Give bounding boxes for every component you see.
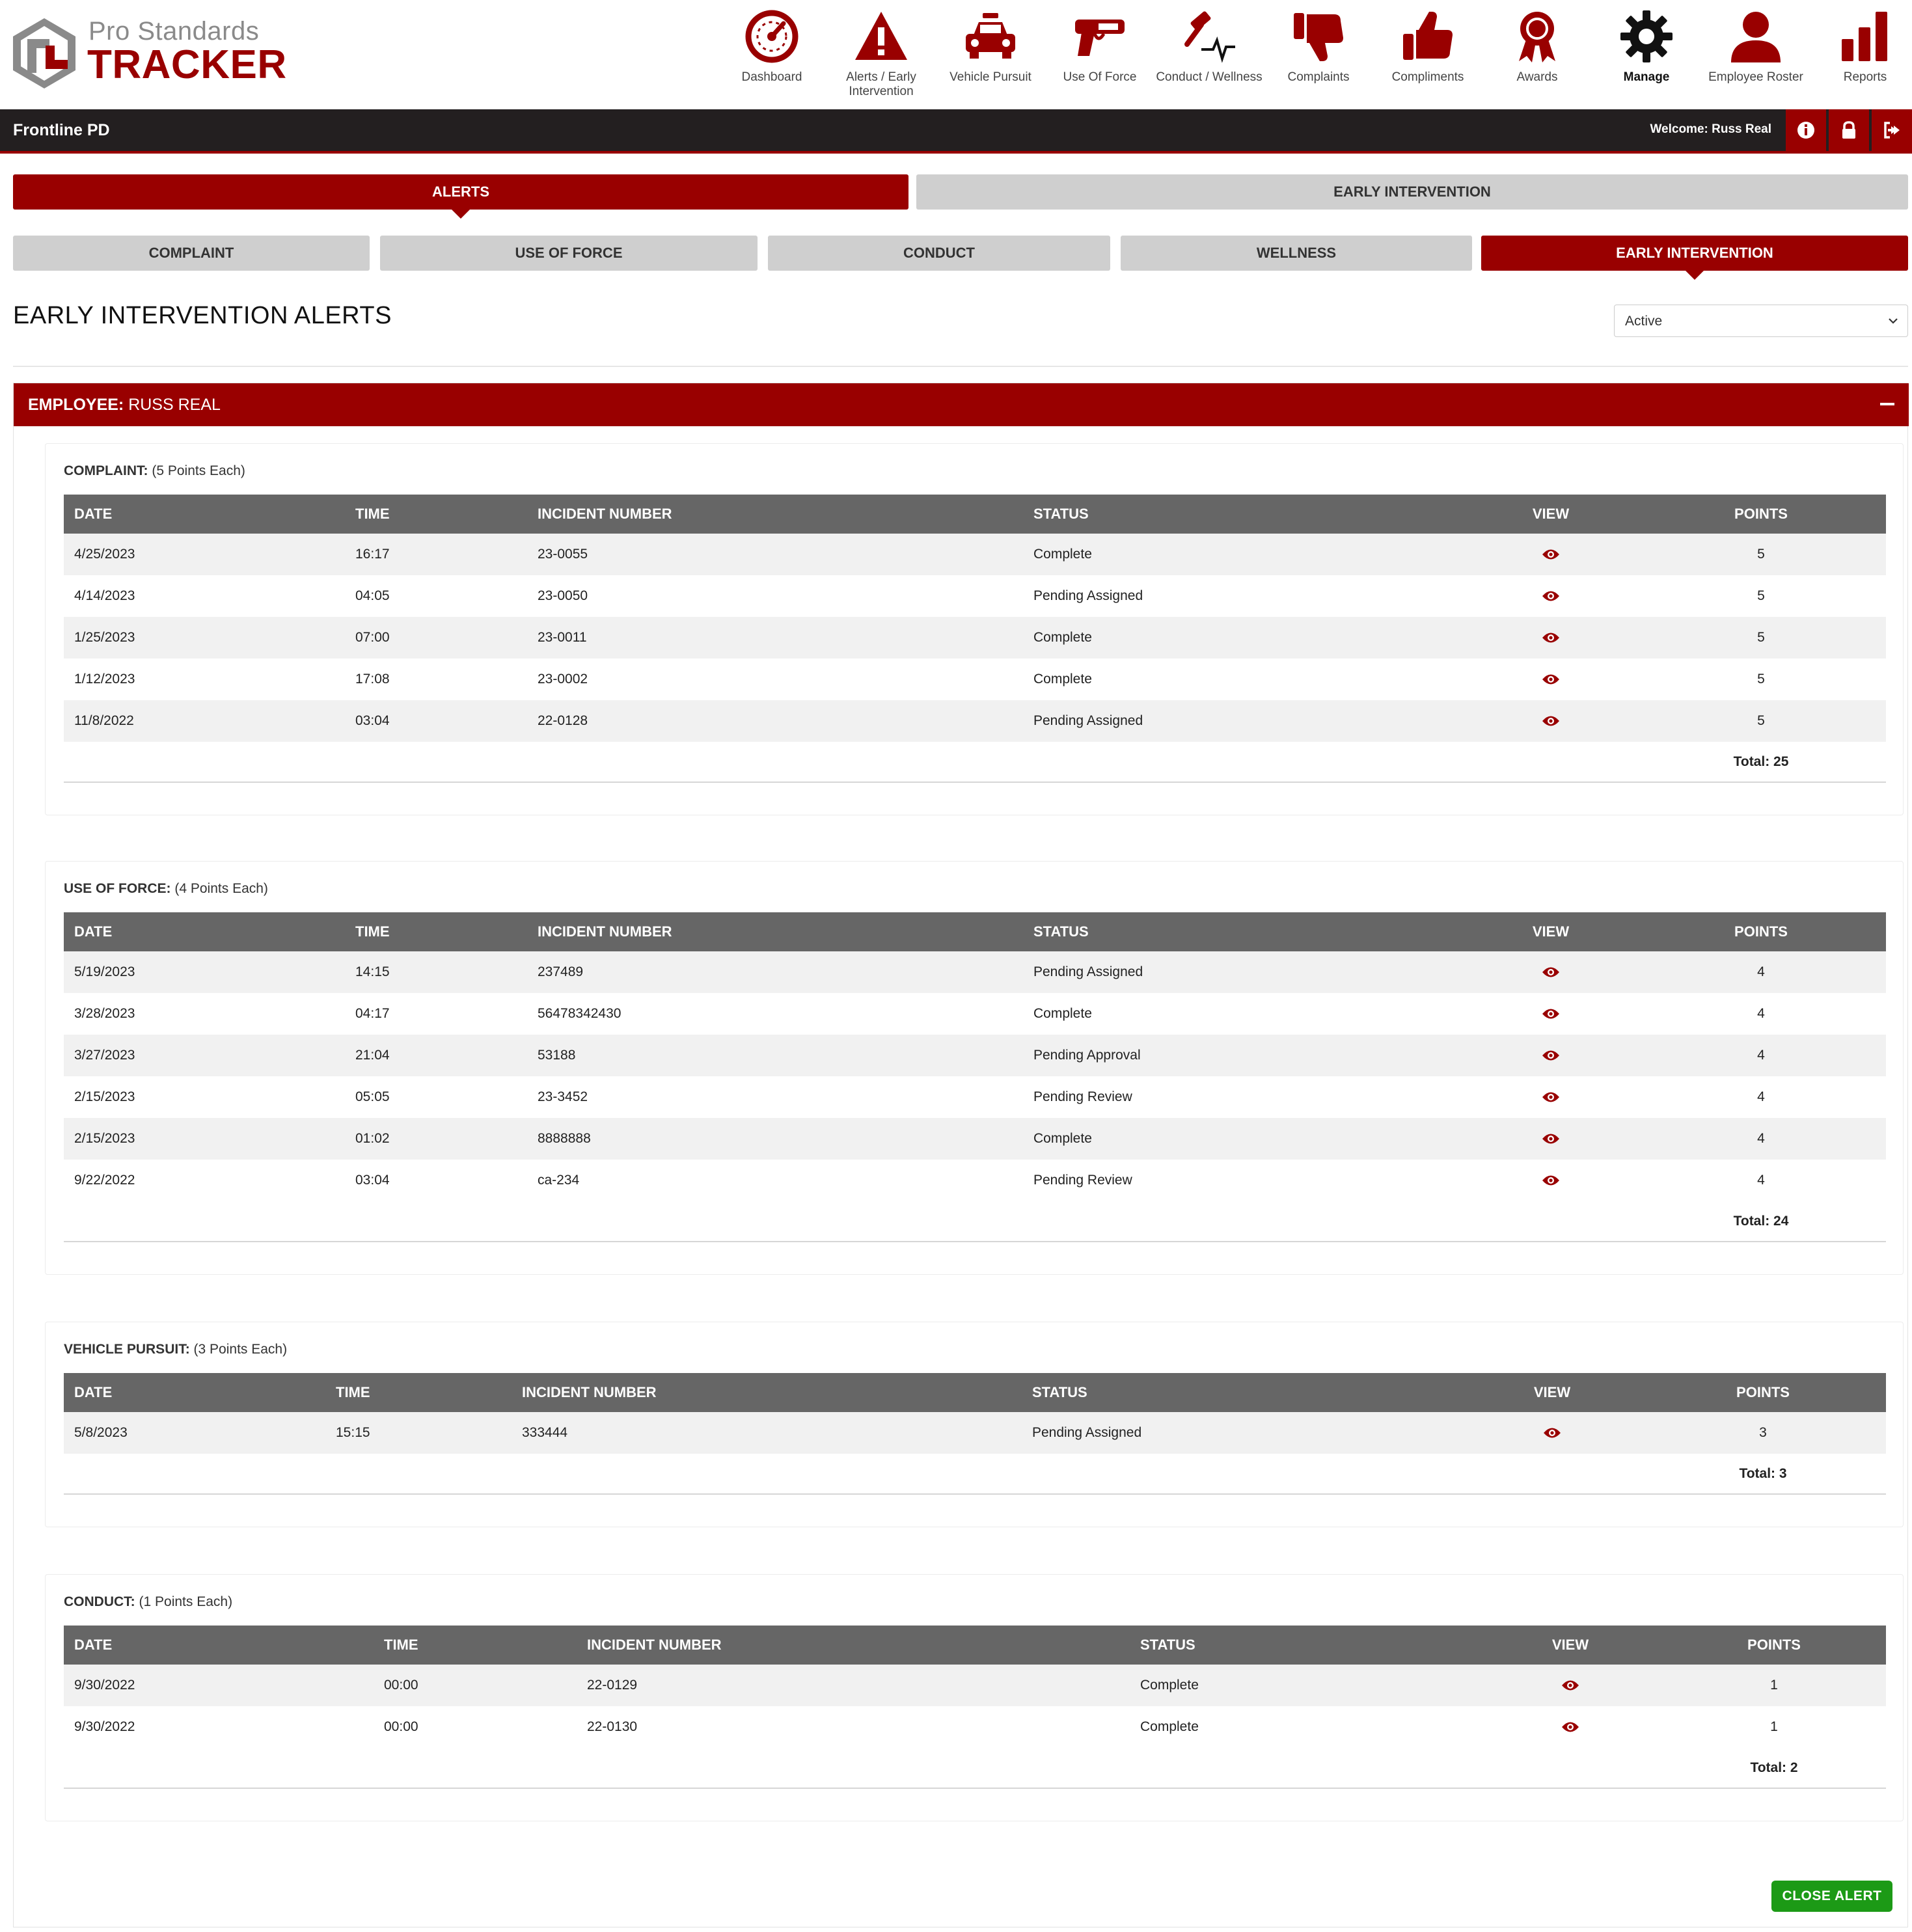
dashboard-gauge-icon — [744, 9, 799, 64]
section-title — [64, 881, 268, 897]
tab-early-intervention[interactable] — [916, 174, 1908, 210]
cell-time: 00:00 — [374, 1665, 577, 1706]
view-eye-icon[interactable] — [1542, 713, 1560, 728]
cell-time: 05:05 — [345, 1076, 527, 1118]
cell-status: Pending Assigned — [1022, 1412, 1464, 1454]
logo-title: TRACKER — [87, 42, 287, 87]
view-eye-icon[interactable] — [1542, 1006, 1560, 1021]
cell-date: 5/19/2023 — [64, 951, 345, 993]
employee-panel-header[interactable] — [14, 383, 1909, 426]
total-row — [64, 1454, 1886, 1494]
cell-incident-number: 23-0011 — [527, 617, 1023, 659]
nav-label: Vehicle Pursuit — [949, 70, 1031, 84]
cell-view — [1464, 1412, 1640, 1454]
info-icon — [1796, 120, 1816, 140]
cell-view — [1479, 1665, 1662, 1706]
cell-incident-number: 23-3452 — [527, 1076, 1023, 1118]
thumbs-down-icon — [1291, 9, 1346, 64]
active-tab-caret — [452, 210, 470, 219]
cell-incident-number: 23-0002 — [527, 659, 1023, 700]
tab-label: CONDUCT — [903, 245, 975, 261]
tab-label: WELLNESS — [1256, 245, 1337, 261]
total-row — [64, 1201, 1886, 1242]
cell-points: 1 — [1662, 1665, 1886, 1706]
col-time: TIME — [325, 1373, 512, 1412]
section-total: Total: 2 — [1662, 1748, 1886, 1788]
total-row — [64, 1748, 1886, 1788]
table-row — [64, 1118, 1886, 1160]
cell-view — [1466, 993, 1636, 1035]
nav-use-of-force[interactable] — [1045, 0, 1154, 109]
col-date: DATE — [64, 912, 345, 951]
cell-status: Pending Assigned — [1023, 575, 1466, 617]
table-body — [64, 1665, 1886, 1748]
logout-icon — [1882, 120, 1902, 140]
table-row — [64, 1076, 1886, 1118]
cell-points: 4 — [1636, 1118, 1886, 1160]
cell-points: 4 — [1636, 1160, 1886, 1201]
logo-mark-icon — [12, 17, 77, 90]
collapse-minus-icon[interactable] — [1880, 403, 1894, 405]
cell-status: Complete — [1130, 1665, 1479, 1706]
section-points-note: (4 Points Each) — [174, 881, 268, 896]
agency-name: Frontline PD — [13, 121, 110, 139]
table-row — [64, 951, 1886, 993]
section-title-label: USE OF FORCE: — [64, 881, 171, 896]
logo-subtitle: Pro Standards — [89, 17, 260, 46]
divider — [13, 366, 1908, 367]
col-time: TIME — [345, 495, 527, 534]
section-total: Total: 24 — [1636, 1201, 1886, 1242]
section-title — [64, 1342, 287, 1357]
top-header — [0, 0, 1912, 109]
cell-incident-number: 53188 — [527, 1035, 1023, 1076]
table-row — [64, 575, 1886, 617]
cell-date: 9/30/2022 — [64, 1665, 374, 1706]
cell-time: 16:17 — [345, 534, 527, 575]
nav-conduct-wellness[interactable] — [1154, 0, 1264, 109]
nav-manage[interactable] — [1592, 0, 1701, 109]
view-eye-icon[interactable] — [1542, 672, 1560, 687]
cell-time: 01:02 — [345, 1118, 527, 1160]
col-incident-number: INCIDENT NUMBER — [527, 912, 1023, 951]
view-eye-icon[interactable] — [1542, 1173, 1560, 1188]
col-date: DATE — [64, 1626, 374, 1665]
cell-points: 5 — [1636, 575, 1886, 617]
col-status: STATUS — [1130, 1626, 1479, 1665]
cell-incident-number: 22-0129 — [577, 1665, 1130, 1706]
table-header-row — [64, 912, 1886, 951]
cell-points: 3 — [1640, 1412, 1886, 1454]
cell-view — [1466, 534, 1636, 575]
cell-date: 5/8/2023 — [64, 1412, 325, 1454]
police-car-icon — [963, 9, 1018, 64]
section-total: Total: 25 — [1636, 742, 1886, 782]
table-row — [64, 1412, 1886, 1454]
use-of-force-section — [45, 861, 1904, 1275]
status-filter-select[interactable] — [1614, 305, 1908, 337]
cell-points: 5 — [1636, 700, 1886, 742]
use-of-force-table — [64, 912, 1886, 1242]
table-row — [64, 993, 1886, 1035]
cell-incident-number: 23-0050 — [527, 575, 1023, 617]
section-title-label: VEHICLE PURSUIT: — [64, 1342, 190, 1357]
info-button[interactable] — [1784, 109, 1826, 151]
table-row — [64, 534, 1886, 575]
nav-awards[interactable] — [1482, 0, 1592, 109]
table-row — [64, 1035, 1886, 1076]
nav-label: Alerts / Early Intervention — [846, 70, 916, 98]
view-eye-icon[interactable] — [1542, 1048, 1560, 1063]
col-points: POINTS — [1636, 912, 1886, 951]
conduct-table — [64, 1626, 1886, 1789]
subtab-wellness[interactable] — [1121, 236, 1472, 271]
table-body — [64, 534, 1886, 742]
nav-label: Use Of Force — [1063, 70, 1137, 84]
col-points: POINTS — [1636, 495, 1886, 534]
vehicle-pursuit-table — [64, 1373, 1886, 1495]
cell-date: 2/15/2023 — [64, 1076, 345, 1118]
cell-date: 4/25/2023 — [64, 534, 345, 575]
cell-status: Pending Assigned — [1023, 700, 1466, 742]
table-header-row — [64, 1373, 1886, 1412]
cell-status: Complete — [1023, 659, 1466, 700]
cell-status: Complete — [1023, 993, 1466, 1035]
cell-view — [1466, 1118, 1636, 1160]
cell-time: 00:00 — [374, 1706, 577, 1748]
logout-button[interactable] — [1870, 109, 1912, 151]
cell-time: 07:00 — [345, 617, 527, 659]
cell-points: 1 — [1662, 1706, 1886, 1748]
cell-status: Pending Review — [1023, 1076, 1466, 1118]
cell-view — [1466, 1160, 1636, 1201]
nav-employee-roster[interactable] — [1701, 0, 1810, 109]
nav-alerts[interactable] — [826, 0, 936, 109]
warning-triangle-icon — [854, 9, 908, 64]
table-row — [64, 617, 1886, 659]
cell-status: Complete — [1023, 534, 1466, 575]
complaint-section — [45, 443, 1904, 815]
nav-dashboard[interactable] — [717, 0, 826, 109]
cell-incident-number: 333444 — [512, 1412, 1022, 1454]
nav-vehicle-pursuit[interactable] — [936, 0, 1045, 109]
view-eye-icon[interactable] — [1542, 1089, 1560, 1104]
tab-label: USE OF FORCE — [515, 245, 623, 261]
subtab-complaint[interactable] — [13, 236, 370, 271]
col-date: DATE — [64, 1373, 325, 1412]
bar-chart-icon — [1838, 9, 1892, 64]
view-eye-icon[interactable] — [1542, 1131, 1560, 1146]
table-row — [64, 1160, 1886, 1201]
col-points: POINTS — [1662, 1626, 1886, 1665]
taser-icon — [1072, 9, 1127, 64]
section-title — [64, 1594, 232, 1610]
cell-time: 04:17 — [345, 993, 527, 1035]
cell-date: 1/25/2023 — [64, 617, 345, 659]
nav-label: Reports — [1843, 70, 1887, 84]
col-time: TIME — [345, 912, 527, 951]
complaint-table — [64, 495, 1886, 783]
section-points-note: (5 Points Each) — [152, 463, 245, 478]
section-points-note: (3 Points Each) — [193, 1342, 288, 1357]
cell-status: Pending Review — [1023, 1160, 1466, 1201]
view-eye-icon[interactable] — [1542, 630, 1560, 645]
subtab-early-intervention[interactable] — [1481, 236, 1908, 271]
cell-points: 4 — [1636, 1035, 1886, 1076]
table-body — [64, 1412, 1886, 1454]
col-status: STATUS — [1023, 912, 1466, 951]
view-eye-icon[interactable] — [1542, 547, 1560, 562]
nav-reports[interactable] — [1810, 0, 1912, 109]
section-points-note: (1 Points Each) — [139, 1594, 233, 1609]
table-row — [64, 700, 1886, 742]
table-row — [64, 1665, 1886, 1706]
nav-label: Compliments — [1391, 70, 1464, 84]
cell-date: 4/14/2023 — [64, 575, 345, 617]
nav-label: Manage — [1623, 70, 1670, 84]
table-header-row — [64, 495, 1886, 534]
col-view: VIEW — [1466, 912, 1636, 951]
cell-points: 4 — [1636, 951, 1886, 993]
cell-status: Complete — [1023, 1118, 1466, 1160]
col-view: VIEW — [1479, 1626, 1662, 1665]
view-eye-icon[interactable] — [1542, 964, 1560, 979]
conduct-section — [45, 1574, 1904, 1821]
employee-panel — [13, 383, 1908, 1927]
cell-view — [1466, 659, 1636, 700]
table-body — [64, 951, 1886, 1201]
cell-points: 5 — [1636, 659, 1886, 700]
tab-label: COMPLAINT — [148, 245, 234, 261]
cell-points: 5 — [1636, 534, 1886, 575]
col-incident-number: INCIDENT NUMBER — [512, 1373, 1022, 1412]
lock-button[interactable] — [1827, 109, 1869, 151]
cell-time: 17:08 — [345, 659, 527, 700]
cell-view — [1479, 1706, 1662, 1748]
cell-date: 3/27/2023 — [64, 1035, 345, 1076]
tab-label: ALERTS — [432, 184, 489, 200]
cell-date: 11/8/2022 — [64, 700, 345, 742]
cell-date: 3/28/2023 — [64, 993, 345, 1035]
tab-alerts[interactable] — [13, 174, 908, 210]
cell-incident-number: 22-0128 — [527, 700, 1023, 742]
total-row — [64, 742, 1886, 782]
employee-label: EMPLOYEE: — [28, 396, 124, 414]
cell-time: 21:04 — [345, 1035, 527, 1076]
cell-time: 15:15 — [325, 1412, 512, 1454]
cell-view — [1466, 1076, 1636, 1118]
cell-date: 2/15/2023 — [64, 1118, 345, 1160]
view-eye-icon[interactable] — [1561, 1678, 1579, 1693]
section-title-label: COMPLAINT: — [64, 463, 148, 478]
col-time: TIME — [374, 1626, 577, 1665]
nav-label: Complaints — [1287, 70, 1350, 84]
col-status: STATUS — [1023, 495, 1466, 534]
view-eye-icon[interactable] — [1561, 1719, 1579, 1734]
cell-date: 9/22/2022 — [64, 1160, 345, 1201]
active-tab-caret — [1686, 271, 1704, 280]
table-header-row — [64, 1626, 1886, 1665]
view-eye-icon[interactable] — [1542, 588, 1560, 603]
cell-points: 4 — [1636, 1076, 1886, 1118]
cell-incident-number: 8888888 — [527, 1118, 1023, 1160]
cell-incident-number: 237489 — [527, 951, 1023, 993]
nav-compliments[interactable] — [1373, 0, 1482, 109]
cell-status: Pending Assigned — [1023, 951, 1466, 993]
page-title: EARLY INTERVENTION ALERTS — [13, 302, 392, 329]
cell-view — [1466, 951, 1636, 993]
employee-name: RUSS REAL — [128, 396, 221, 414]
nav-label: Employee Roster — [1708, 70, 1803, 84]
nav-label: Dashboard — [741, 70, 802, 84]
cell-incident-number: ca-234 — [527, 1160, 1023, 1201]
col-incident-number: INCIDENT NUMBER — [577, 1626, 1130, 1665]
cell-status: Complete — [1023, 617, 1466, 659]
cell-time: 03:04 — [345, 700, 527, 742]
section-title-label: CONDUCT: — [64, 1594, 135, 1609]
cell-incident-number: 56478342430 — [527, 993, 1023, 1035]
employee-heading — [28, 396, 221, 415]
thumbs-up-icon — [1400, 9, 1455, 64]
cell-time: 03:04 — [345, 1160, 527, 1201]
cell-view — [1466, 1035, 1636, 1076]
tab-label: EARLY INTERVENTION — [1333, 184, 1491, 200]
cell-date: 1/12/2023 — [64, 659, 345, 700]
table-row — [64, 1706, 1886, 1748]
status-filter-value: Active — [1625, 314, 1663, 329]
subtab-use-of-force[interactable] — [380, 236, 758, 271]
cell-points: 4 — [1636, 993, 1886, 1035]
cell-time: 04:05 — [345, 575, 527, 617]
cell-status: Pending Approval — [1023, 1035, 1466, 1076]
section-title — [64, 463, 245, 479]
cell-view — [1466, 700, 1636, 742]
col-points: POINTS — [1640, 1373, 1886, 1412]
cell-incident-number: 23-0055 — [527, 534, 1023, 575]
nav-label: Conduct / Wellness — [1156, 70, 1263, 84]
cell-date: 9/30/2022 — [64, 1706, 374, 1748]
cell-incident-number: 22-0130 — [577, 1706, 1130, 1748]
cell-view — [1466, 575, 1636, 617]
welcome-text: Welcome: Russ Real — [1650, 122, 1771, 136]
app-logo[interactable] — [12, 17, 285, 90]
nav-label: Awards — [1516, 70, 1558, 84]
vehicle-pursuit-section — [45, 1322, 1904, 1527]
gear-icon — [1619, 9, 1674, 64]
nav-complaints[interactable] — [1264, 0, 1373, 109]
cell-time: 14:15 — [345, 951, 527, 993]
tab-label: EARLY INTERVENTION — [1616, 245, 1773, 261]
cell-points: 5 — [1636, 617, 1886, 659]
gavel-heartbeat-icon — [1182, 9, 1236, 64]
table-row — [64, 659, 1886, 700]
cell-status: Complete — [1130, 1706, 1479, 1748]
col-view: VIEW — [1466, 495, 1636, 534]
chevron-down-icon — [1887, 314, 1900, 327]
lock-icon — [1839, 120, 1859, 140]
view-eye-icon[interactable] — [1543, 1425, 1561, 1440]
close-alert-button[interactable]: CLOSE ALERT — [1771, 1881, 1892, 1912]
col-date: DATE — [64, 495, 345, 534]
award-ribbon-icon — [1510, 9, 1564, 64]
section-total: Total: 3 — [1640, 1454, 1886, 1494]
user-bar — [0, 109, 1912, 154]
col-incident-number: INCIDENT NUMBER — [527, 495, 1023, 534]
subtab-conduct[interactable] — [768, 236, 1110, 271]
user-icon — [1728, 9, 1783, 64]
col-view: VIEW — [1464, 1373, 1640, 1412]
col-status: STATUS — [1022, 1373, 1464, 1412]
cell-view — [1466, 617, 1636, 659]
